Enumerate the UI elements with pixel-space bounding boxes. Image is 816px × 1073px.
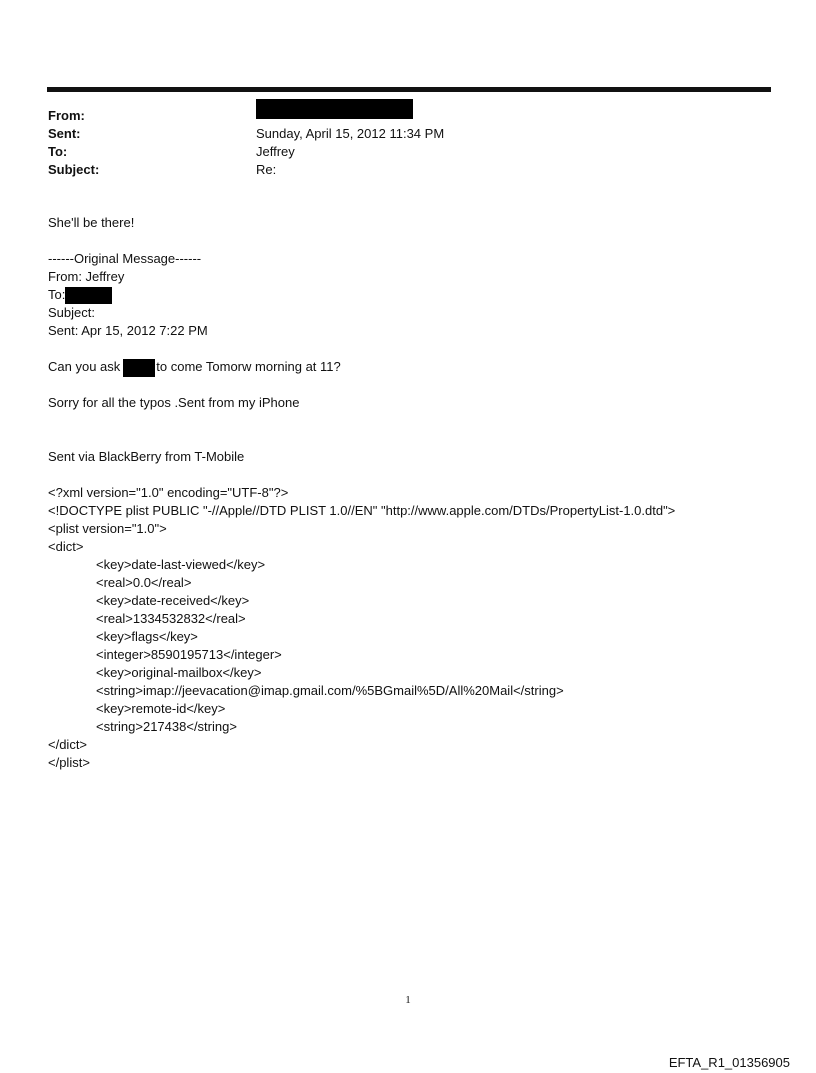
original-from: From: Jeffrey (48, 269, 125, 284)
plist-close-line: </plist> (48, 755, 90, 770)
from-label: From: (48, 108, 85, 123)
plist-inner-line: <key>original-mailbox</key> (96, 665, 262, 680)
to-row (48, 143, 768, 161)
question-before: Can you ask (48, 359, 121, 374)
plist-inner-line: <key>flags</key> (96, 629, 198, 644)
plist-inner-line: <string>imap://jeevacation@imap.gmail.com/%5BGmail%5D/All%20Mail</string> (96, 683, 564, 698)
subject-label: Subject: (48, 162, 100, 177)
original-sent: Sent: Apr 15, 2012 7:22 PM (48, 323, 208, 338)
plist-inner-line: <key>remote-id</key> (96, 701, 226, 716)
to-value: Jeffrey (256, 144, 295, 159)
email-header (48, 107, 768, 179)
sent-value: Sunday, April 15, 2012 11:34 PM (256, 126, 445, 141)
original-message-marker: ------Original Message------ (48, 251, 202, 266)
typos-line: Sorry for all the typos .Sent from my iPhone (48, 395, 300, 410)
sent-label: Sent: (48, 126, 81, 141)
plist-inner-line: <string>217438</string> (96, 719, 237, 734)
reply-text: She'll be there! (48, 215, 135, 230)
top-rule (47, 87, 771, 92)
subject-row (48, 161, 768, 179)
plist-inner-line: <key>date-last-viewed</key> (96, 557, 266, 572)
plist-line: <!DOCTYPE plist PUBLIC "-//Apple//DTD PLIST 1.0//EN" "http://www.apple.com/DTDs/PropertyList-1.0.dtd"> (48, 503, 676, 518)
subject-value: Re: (256, 162, 277, 177)
from-value (256, 107, 413, 127)
plist-inner-line: <integer>8590195713</integer> (96, 647, 282, 662)
original-to (48, 286, 768, 304)
plist-inner-line: <real>1334532832</real> (96, 611, 246, 626)
redaction-block (123, 359, 155, 377)
plist-close-line: </dict> (48, 737, 88, 752)
plist-line: <dict> (48, 539, 84, 554)
to-label: To: (48, 144, 68, 159)
plist-inner-line: <key>date-received</key> (96, 593, 250, 608)
sent-row (48, 125, 768, 143)
page-number: 1 (405, 994, 411, 1006)
blackberry-line: Sent via BlackBerry from T-Mobile (48, 449, 245, 464)
question-after: to come Tomorw morning at 11? (156, 359, 341, 374)
original-to-label: To: (48, 287, 66, 302)
from-row (48, 107, 768, 125)
email-body (48, 214, 768, 772)
original-subject: Subject: (48, 305, 95, 320)
document-id: EFTA_R1_01356905 (668, 1055, 790, 1070)
question-line (48, 358, 768, 376)
redaction-block (256, 99, 413, 119)
redaction-block (65, 287, 112, 304)
plist-inner-line: <real>0.0</real> (96, 575, 192, 590)
plist-line: <plist version="1.0"> (48, 521, 167, 536)
plist-line: <?xml version="1.0" encoding="UTF-8"?> (48, 485, 289, 500)
